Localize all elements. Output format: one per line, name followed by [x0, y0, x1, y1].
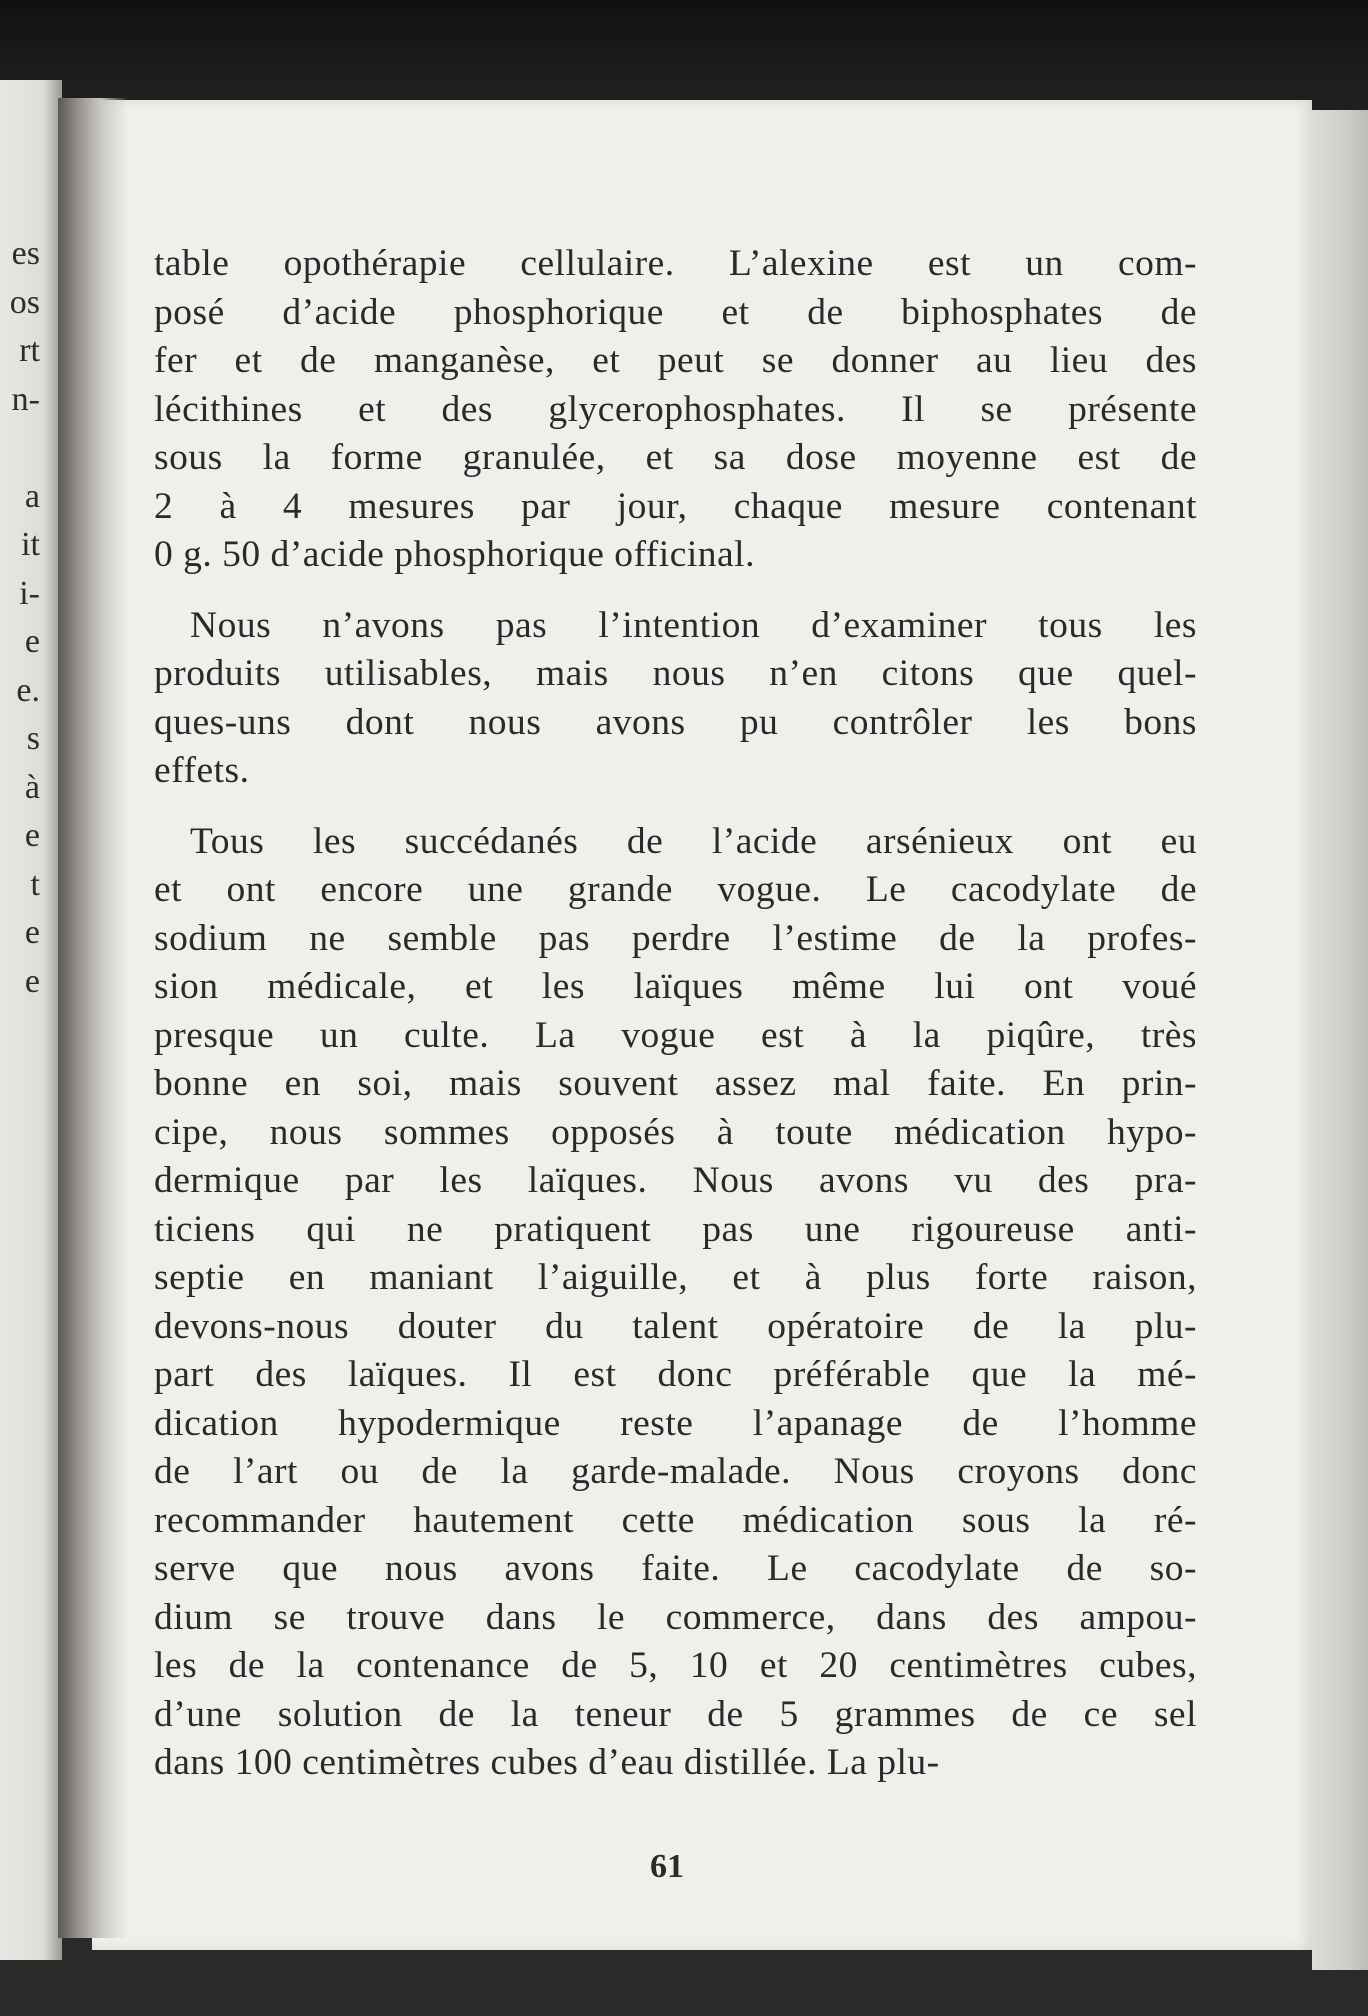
text-line: de l’art ou de la garde-malade. Nous croyons donc [154, 1451, 1197, 1492]
text-line: table opothérapie cellulaire. L’alexine est un com- [154, 243, 1197, 284]
text-line: part des laïques. Il est donc préférable que la mé- [154, 1354, 1197, 1395]
book-gutter-shadow [58, 98, 128, 1938]
text-line: cipe, nous sommes opposés à toute médication hypo- [154, 1111, 1197, 1153]
text-line: 2 à 4 mesures par jour, chaque mesure contenant [154, 485, 1197, 527]
left-page-fragment: à [24, 768, 40, 806]
paragraph [154, 240, 1197, 580]
left-page-fragment: it [21, 526, 40, 563]
left-page-fragment: t [30, 865, 40, 903]
page-edge-stack [1312, 110, 1368, 1970]
text-line: presque un culte. La vogue est à la piqûre, très [154, 1014, 1197, 1056]
text-line: posé d’acide phosphorique et de biphosphates de [154, 291, 1197, 333]
text-line: dication hypodermique reste l’apanage de l’homme [154, 1402, 1197, 1444]
left-page-fragment: rt [19, 332, 40, 369]
text-line: dium se trouve dans le commerce, dans des ampou- [154, 1596, 1197, 1638]
left-page-fragment: n- [11, 380, 40, 418]
paragraph [154, 602, 1197, 796]
text-line: dans 100 centimètres cubes d’eau distillée. La plu- [154, 1742, 940, 1783]
text-line: recommander hautement cette médication sous la ré- [154, 1499, 1197, 1541]
left-page-fragment: e [24, 914, 40, 951]
text-line: sodium ne semble pas perdre l’estime de la profes- [154, 917, 1197, 959]
text-line: effets. [154, 750, 250, 791]
paragraph [154, 818, 1197, 1788]
text-line: septie en maniant l’aiguille, et à plus forte raison, [154, 1257, 1197, 1298]
text-line: ques-uns dont nous avons pu contrôler les bons [154, 701, 1197, 743]
left-page-fragment: a [24, 477, 40, 515]
text-line: produits utilisables, mais nous n’en citons que quel- [154, 653, 1197, 694]
left-page-fragment [0, 424, 40, 473]
text-line: bonne en soi, mais souvent assez mal faite. En prin- [154, 1063, 1197, 1104]
text-line: ticiens qui ne pratiquent pas une rigoureuse anti- [154, 1208, 1197, 1250]
text-line: les de la contenance de 5, 10 et 20 centimètres cubes, [154, 1645, 1197, 1686]
left-page-fragment: e [24, 623, 40, 660]
text-line: lécithines et des glycerophosphates. Il se présente [154, 388, 1197, 430]
text-line: Nous n’avons pas l’intention d’examiner tous les [190, 604, 1197, 646]
left-page-sliver [0, 80, 62, 1960]
text-line: sous la forme granulée, et sa dose moyenne est de [154, 437, 1197, 478]
text-line: sion médicale, et les laïques même lui ont voué [154, 966, 1197, 1007]
page-body-text [154, 240, 1197, 1810]
text-line: serve que nous avons faite. Le cacodylate de so- [154, 1548, 1197, 1589]
text-line: 0 g. 50 d’acide phosphorique officinal. [154, 534, 755, 575]
left-page-fragment: e [24, 962, 40, 1000]
left-page-fragment: i- [19, 574, 40, 612]
left-page-fragment: s [26, 720, 40, 757]
right-page [92, 100, 1312, 1950]
text-line: d’une solution de la teneur de 5 grammes de ce sel [154, 1693, 1197, 1735]
left-page-fragment: es [11, 235, 40, 272]
text-line: dermique par les laïques. Nous avons vu des pra- [154, 1160, 1197, 1201]
text-line: et ont encore une grande vogue. Le cacodylate de [154, 869, 1197, 910]
text-line: devons-nous douter du talent opératoire de la plu- [154, 1305, 1197, 1347]
left-page-text-fragments [0, 230, 40, 1006]
page-number: 61 [650, 1848, 684, 1885]
left-page-fragment: os [9, 283, 40, 321]
text-line: Tous les succédanés de l’acide arsénieux ont eu [190, 820, 1197, 862]
left-page-fragment: e. [16, 671, 40, 709]
text-line: fer et de manganèse, et peut se donner au lieu des [154, 340, 1197, 381]
left-page-fragment: e [24, 817, 40, 854]
